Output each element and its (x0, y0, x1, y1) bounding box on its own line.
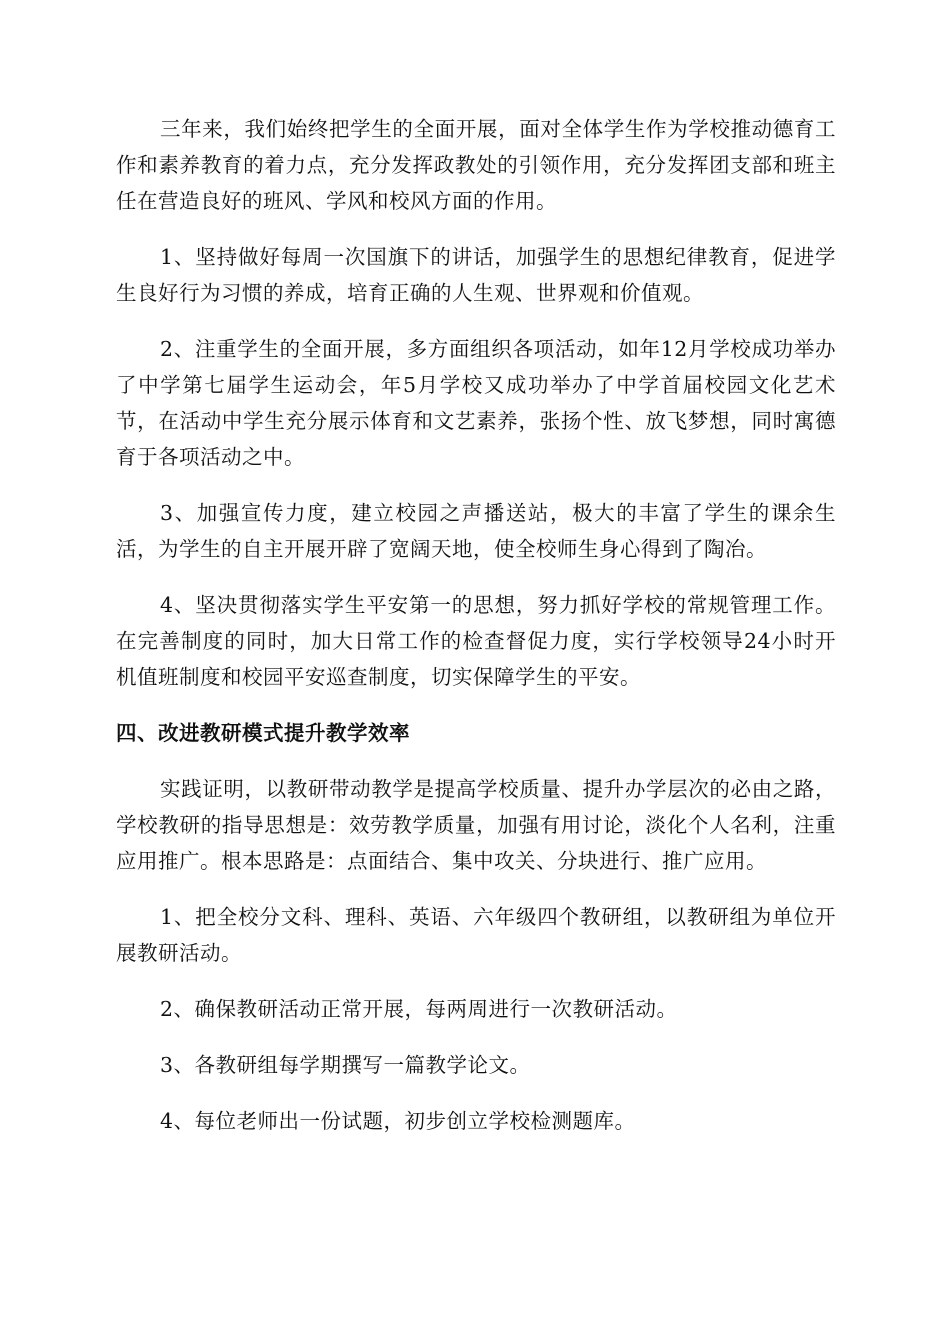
paragraph-item-4: 4、坚决贯彻落实学生平安第一的思想，努力抓好学校的常规管理工作。在完善制度的同时，加大日常工作的检查督促力度，实行学校领导24小时开机值班制度和校园平安巡查制度，切实保障学生的平安。 (116, 593, 836, 689)
paragraph-gap (116, 475, 836, 495)
paragraph-intro: 三年来，我们始终把学生的全面开展，面对全体学生作为学校推动德育工作和素养教育的着力点，充分发挥政教处的引领作用，充分发挥团支部和班主任在营造良好的班风、学风和校风方面的作用。 (116, 117, 836, 213)
paragraph-gap (116, 311, 836, 331)
paragraph-item-3: 3、加强宣传力度，建立校园之声播送站，极大的丰富了学生的课余生活，为学生的自主开展开辟了宽阔天地，使全校师生身心得到了陶冶。 (116, 501, 836, 561)
paragraph-section-item-1: 1、把全校分文科、理科、英语、六年级四个教研组，以教研组为单位开展教研活动。 (116, 905, 836, 965)
paragraph-gap (116, 219, 836, 239)
paragraph-gap (116, 879, 836, 899)
paragraph-section-item-3: 3、各教研组每学期撰写一篇教学论文。 (160, 1053, 531, 1077)
paragraph-section-intro: 实践证明，以教研带动教学是提高学校质量、提升办学层次的必由之路，学校教研的指导思想是：效劳教学质量，加强有用讨论，淡化个人名利，注重应用推广。根本思路是：点面结合、集中攻关、分块进行、推广应用。 (116, 777, 836, 873)
paragraph-gap (116, 1027, 836, 1047)
document-body (116, 111, 836, 1139)
paragraph-item-1: 1、坚持做好每周一次国旗下的讲话，加强学生的思想纪律教育，促进学生良好行为习惯的养成，培育正确的人生观、世界观和价值观。 (116, 245, 836, 305)
paragraph-gap (116, 751, 836, 771)
paragraph-section-item-2: 2、确保教研活动正常开展，每两周进行一次教研活动。 (160, 997, 678, 1021)
paragraph-gap (116, 971, 836, 991)
paragraph-gap (116, 695, 836, 715)
paragraph-gap (116, 1083, 836, 1103)
paragraph-section-item-4: 4、每位老师出一份试题，初步创立学校检测题库。 (160, 1109, 636, 1133)
paragraph-gap (116, 567, 836, 587)
paragraph-item-2: 2、注重学生的全面开展，多方面组织各项活动，如年12月学校成功举办了中学第七届学生运动会，年5月学校又成功举办了中学首届校园文化艺术节，在活动中学生充分展示体育和文艺素养，张扬个性、放飞梦想，同时寓德育于各项活动之中。 (116, 337, 836, 469)
section-heading: 四、改进教研模式提升教学效率 (116, 721, 410, 745)
